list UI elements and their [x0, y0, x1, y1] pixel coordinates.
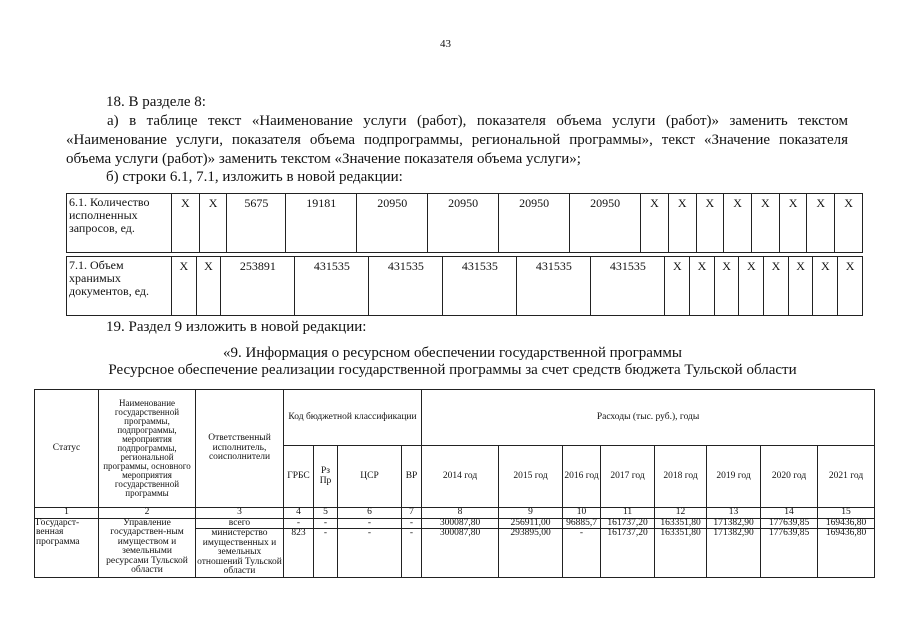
cell-value: 171382,90 — [707, 518, 761, 529]
cell-value: 163351,80 — [655, 518, 707, 529]
column-number: 5 — [314, 508, 338, 519]
cell: X — [838, 257, 863, 316]
item18-a-line3: объема услуги (работ)» заменить текстом «Значение показателя объема услуги»; — [66, 151, 581, 167]
header-csr: ЦСР — [338, 446, 402, 508]
cell: X — [764, 257, 789, 316]
header-year: 2018 год — [655, 446, 707, 508]
cell: X — [696, 194, 724, 253]
cell: X — [172, 257, 197, 316]
column-number: 8 — [422, 508, 499, 519]
responsible: всего — [196, 518, 284, 529]
cell-csr: - — [338, 518, 402, 529]
cell-value: 96885,7 — [563, 518, 601, 529]
column-number: 4 — [284, 508, 314, 519]
cell: X — [690, 257, 715, 316]
cell: 253891 — [221, 257, 295, 316]
cell: 20950 — [499, 194, 570, 253]
item18-heading: 18. В разделе 8: — [106, 94, 206, 110]
column-number: 12 — [655, 508, 707, 519]
header-year: 2017 год — [601, 446, 655, 508]
table-row — [67, 194, 863, 253]
header-year: 2019 год — [707, 446, 761, 508]
item18-a-line1: а) в таблице текст «Наименование услуги (работ), показателя объема услуги (работ)» заменить текстом — [107, 113, 848, 129]
column-number-row — [35, 508, 875, 519]
header-name: Наименование государственной программы, подпрограммы, мероприятия подпрограммы, региональной программы, основного мероприятия государственной программы — [99, 390, 196, 508]
resource-table — [34, 389, 875, 578]
cell-value: 163351,80 — [655, 529, 707, 578]
cell: X — [196, 257, 221, 316]
column-number: 1 — [35, 508, 99, 519]
cell-value: 293895,00 — [499, 529, 563, 578]
header-vr: ВР — [402, 446, 422, 508]
table-row — [35, 518, 875, 529]
header-rzpr: Рз Пр — [314, 446, 338, 508]
row-6-1-table — [66, 193, 863, 253]
header-year: 2021 год — [818, 446, 875, 508]
header-budget-code: Код бюджетной классификации — [284, 390, 422, 446]
item18-b-line: б) строки 6.1, 7.1, изложить в новой редакции: — [106, 169, 403, 185]
header-status: Статус — [35, 390, 99, 508]
cell: X — [641, 194, 669, 253]
cell-value: 161737,20 — [601, 529, 655, 578]
cell: X — [751, 194, 779, 253]
cell-vr: - — [402, 518, 422, 529]
section9-subtitle: Ресурсное обеспечение реализации государственной программы за счет средств бюджета Тульской области — [108, 362, 797, 378]
column-number: 7 — [402, 508, 422, 519]
header-year: 2014 год — [422, 446, 499, 508]
row-label: 7.1. Объем хранимых документов, ед. — [67, 257, 172, 316]
cell: X — [807, 194, 835, 253]
program-status: Государст-венная программа — [35, 518, 99, 577]
column-number: 13 — [707, 508, 761, 519]
cell-value: 256911,00 — [499, 518, 563, 529]
program-name: Управление государствен-ным имуществом и земельными ресурсами Тульской области — [99, 518, 196, 577]
cell-grbs: - — [284, 518, 314, 529]
responsible: министерство имущественных и земельных отношений Тульской области — [197, 528, 282, 576]
cell: 431535 — [369, 257, 443, 316]
header-year: 2015 год — [499, 446, 563, 508]
cell: 431535 — [295, 257, 369, 316]
cell-value: 171382,90 — [707, 529, 761, 578]
cell-value: 177639,85 — [761, 518, 818, 529]
column-number: 10 — [563, 508, 601, 519]
cell: X — [813, 257, 838, 316]
cell: 20950 — [428, 194, 499, 253]
header-responsible: Ответственный исполнитель, соисполнители — [196, 390, 284, 508]
cell-rzpr: - — [314, 518, 338, 529]
cell-value: 169436,80 — [818, 518, 875, 529]
cell: X — [665, 257, 690, 316]
table-row — [67, 257, 863, 316]
cell: 431535 — [443, 257, 517, 316]
cell: X — [739, 257, 764, 316]
section9-title: «9. Информация о ресурсном обеспечении государственной программы — [222, 345, 682, 361]
cell: X — [199, 194, 227, 253]
item18-a-line2: «Наименование услуги, показателя объема подпрограммы, региональной программы», текст «Значение показателя — [66, 132, 848, 148]
cell-value: - — [563, 529, 601, 578]
cell-value: 161737,20 — [601, 518, 655, 529]
column-number: 15 — [818, 508, 875, 519]
row-7-1-table — [66, 256, 863, 316]
cell-vr: - — [402, 529, 422, 578]
item19-text: 19. Раздел 9 изложить в новой редакции: — [106, 319, 367, 335]
header-year: 2020 год — [761, 446, 818, 508]
cell-value: 169436,80 — [818, 529, 875, 578]
cell: X — [835, 194, 863, 253]
cell-value: 177639,85 — [761, 529, 818, 578]
header-grbs: ГРБС — [284, 446, 314, 508]
column-number: 11 — [601, 508, 655, 519]
page-number: 43 — [440, 38, 451, 50]
cell: 431535 — [517, 257, 591, 316]
cell: X — [668, 194, 696, 253]
cell: 20950 — [357, 194, 428, 253]
column-number: 2 — [99, 508, 196, 519]
column-number: 3 — [196, 508, 284, 519]
cell-csr: - — [338, 529, 402, 578]
column-number: 6 — [338, 508, 402, 519]
cell: 5675 — [227, 194, 286, 253]
row-label: 6.1. Количество исполненных запросов, ед. — [67, 194, 172, 253]
header-expenses: Расходы (тыс. руб.), годы — [422, 390, 875, 446]
cell-rzpr: - — [314, 529, 338, 578]
cell: X — [172, 194, 200, 253]
column-number: 9 — [499, 508, 563, 519]
cell-grbs: 823 — [284, 529, 314, 578]
header-year: 2016 год — [563, 446, 601, 508]
column-number: 14 — [761, 508, 818, 519]
cell: X — [788, 257, 813, 316]
cell: 19181 — [286, 194, 357, 253]
cell: 431535 — [591, 257, 665, 316]
cell: X — [724, 194, 752, 253]
cell-value: 300087,80 — [422, 529, 499, 578]
cell: X — [714, 257, 739, 316]
cell: X — [779, 194, 807, 253]
cell: 20950 — [570, 194, 641, 253]
cell-value: 300087,80 — [422, 518, 499, 529]
